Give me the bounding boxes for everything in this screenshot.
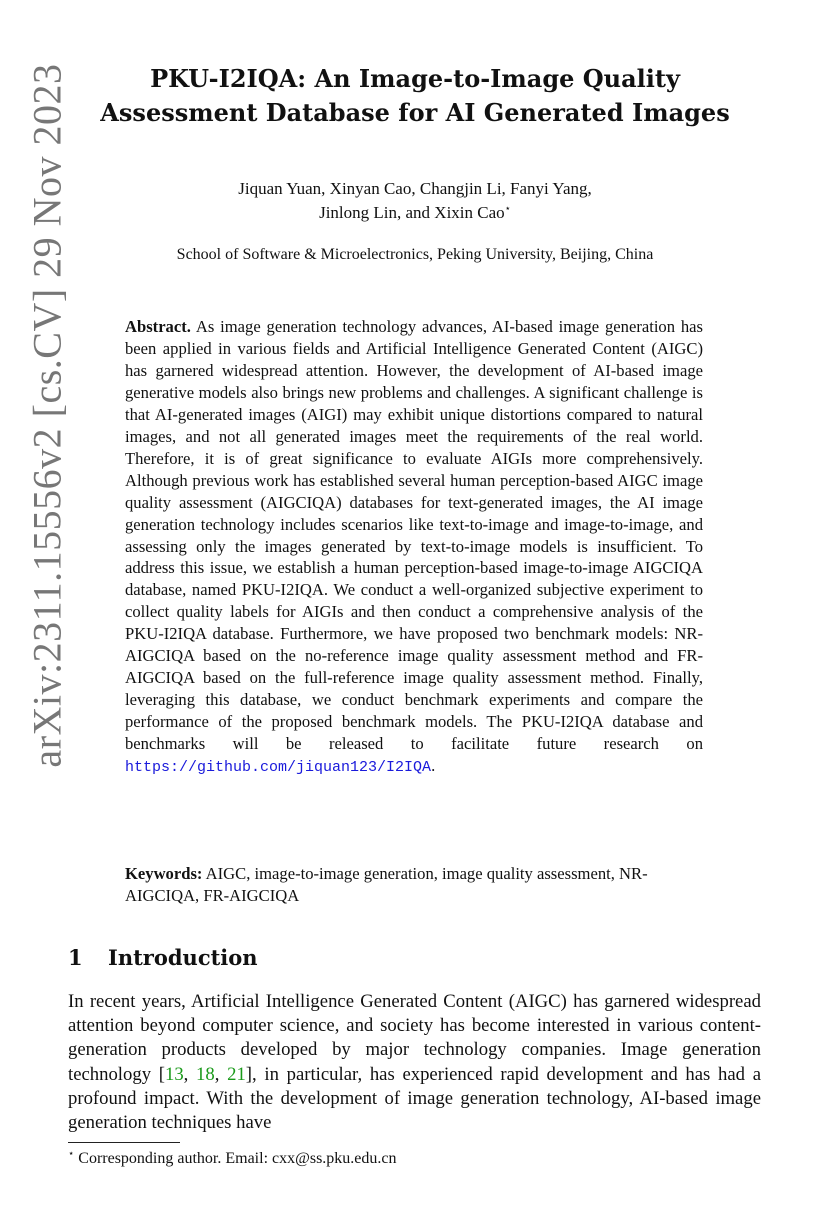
citation-18[interactable]: 18 [196, 1063, 215, 1085]
authors-line-2: Jinlong Lin, and Xixin Cao [319, 203, 505, 222]
title-line-2: Assessment Database for AI Generated Images [100, 98, 730, 127]
keywords-text: AIGC, image-to-image generation, image quality assessment, NR-AIGCIQA, FR-AIGCIQA [125, 864, 648, 905]
citation-separator: , [183, 1063, 197, 1085]
abstract [125, 316, 703, 779]
section-title: Introduction [108, 945, 258, 970]
corresponding-author-mark: ⋆ [504, 203, 511, 215]
abstract-label: Abstract. [125, 317, 191, 336]
arxiv-side-stamp [22, 60, 72, 770]
paper-title [70, 62, 760, 130]
citation-separator: , [214, 1063, 228, 1085]
footnote-mark: ⋆ [68, 1148, 75, 1160]
citation-21[interactable]: 21 [227, 1063, 246, 1085]
keywords [125, 863, 715, 907]
footnote-rule [68, 1142, 180, 1143]
abstract-body: As image generation technology advances, AI-based image generation has been applied in various fields and Artificial Intelligence Generated Content (AIGC) has garnered widespread attention. However, the development of AI-based image generative models also brings new problems and challenges. A significant challenge is that AI-generated images (AIGI) may exhibit unique distortions compared to natural images, and not all generated images meet the requirements of the real world. Therefore, it is of great significance to evaluate AIGIs more comprehensively. Although previous work has established several human perception-based AIGC image quality assessment (AIGCIQA) databases for text-generated images, the AI image generation technology includes scenarios like text-to-image and image-to-image, and assessing only the images generated by text-to-image models is insufficient. To address this issue, we establish a human perception-based image-to-image AIGCIQA database, named PKU-I2IQA. We conduct a well-organized subjective experiment to collect quality labels for AIGIs and then conduct a comprehensive analysis of the PKU-I2IQA database. Furthermore, we have proposed two benchmark models: NR-AIGCIQA based on the no-reference image quality assessment method and FR-AIGCIQA based on the full-reference image quality assessment method. Finally, leveraging this database, we conduct benchmark experiments and compare the performance of the proposed benchmark models. The PKU-I2IQA database and benchmarks will be released to facilitate future research on [125, 317, 703, 754]
authors-line-1: Jiquan Yuan, Xinyan Cao, Changjin Li, Fanyi Yang, [238, 179, 592, 198]
section-heading [68, 944, 258, 972]
title-line-1: PKU-I2IQA: An Image-to-Image Quality [150, 64, 680, 93]
intro-text-2: ], in particular, has experienced rapid development and has had a profound impact. With the development of image generation technology, AI-based image generation techniques have [68, 1063, 761, 1134]
footnote [68, 1149, 397, 1169]
introduction-paragraph [68, 990, 761, 1135]
github-link[interactable]: https://github.com/jiquan123/I2IQA [125, 759, 432, 777]
arxiv-identifier: arXiv:2311.15556v2 [cs.CV] 29 Nov 2023 [24, 62, 70, 768]
citation-13[interactable]: 13 [164, 1063, 184, 1085]
author-list [70, 177, 760, 225]
keywords-label: Keywords: [125, 864, 203, 883]
footnote-text: Corresponding author. Email: cxx@ss.pku.edu.cn [78, 1150, 397, 1167]
abstract-end: . [431, 756, 436, 776]
intro-text-1: In recent years, Artificial Intelligence Generated Content (AIGC) has garnered widespread attention beyond computer science, and society has become interested in various content-generation products developed by major technology companies. Image generation technology [ [68, 991, 761, 1085]
affiliation: School of Software & Microelectronics, Peking University, Beijing, China [176, 246, 654, 263]
section-number: 1 [68, 945, 83, 970]
